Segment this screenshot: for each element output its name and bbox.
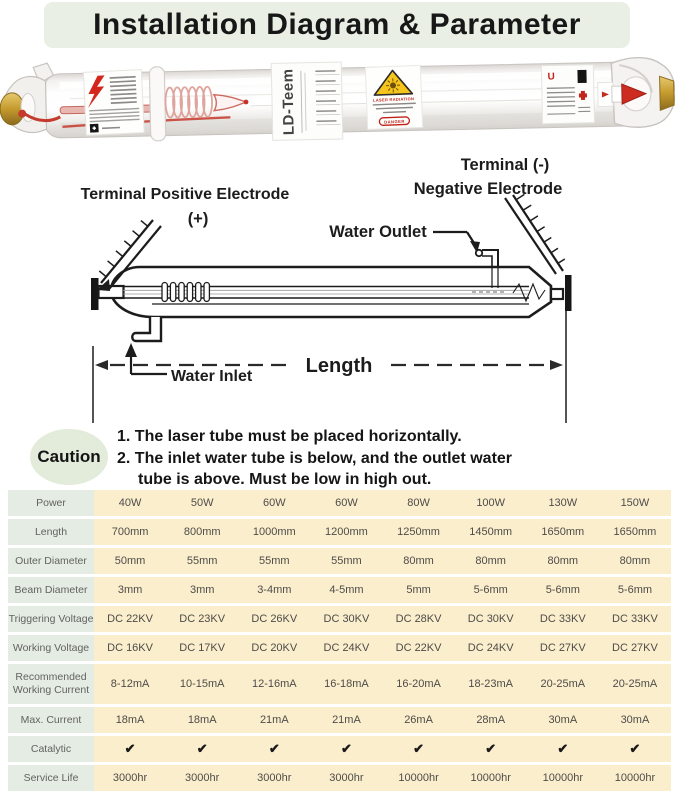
logo-mark: U xyxy=(547,71,555,83)
cell: 130W xyxy=(548,497,578,509)
checkmark-icon: ✔ xyxy=(413,741,425,756)
cell: 18-23mA xyxy=(468,678,513,690)
table-row-max-current xyxy=(8,707,671,733)
cell: 10000hr xyxy=(542,772,583,784)
right-terminal-block xyxy=(551,289,563,299)
table-row-outer-diameter xyxy=(8,548,671,574)
cell: 60W xyxy=(263,497,286,509)
cell: 16-20mA xyxy=(396,678,441,690)
cell: 80mm xyxy=(547,555,579,567)
arrow-up-icon xyxy=(125,343,137,357)
cell: 10000hr xyxy=(470,772,511,784)
cell: 3mm xyxy=(117,584,143,596)
svg-text:DANGER: DANGER xyxy=(384,118,405,125)
table-row-recommended-current xyxy=(8,664,671,704)
cell: 20-25mA xyxy=(612,678,658,690)
row-label: Beam Diameter xyxy=(8,577,94,603)
row-label: Triggering Voltage xyxy=(8,606,94,632)
cell: 5-6mm xyxy=(617,584,653,596)
terminal-positive-label: Terminal Positive Electrode xyxy=(80,186,290,203)
cell: 80mm xyxy=(619,555,651,567)
cell: 5mm xyxy=(406,584,431,596)
water-outlet-pipe xyxy=(476,250,498,288)
row-label: Max. Current xyxy=(8,707,94,733)
cell: 28mA xyxy=(476,714,506,726)
cell: 21mA xyxy=(259,714,289,726)
table-row-power xyxy=(8,490,671,516)
row-label: Outer Diameter xyxy=(8,548,94,574)
title-banner xyxy=(44,2,630,48)
water-inlet-label: Water Inlet xyxy=(171,368,253,385)
cell: DC 22KV xyxy=(107,613,153,625)
cell: 1200mm xyxy=(325,526,368,538)
cell: 55mm xyxy=(259,555,290,567)
water-outlet-leader xyxy=(433,232,480,253)
length-label: Length xyxy=(305,355,373,377)
warning-title: LASER RADIATION xyxy=(372,96,415,103)
row-label: Length xyxy=(8,519,94,545)
cell: 30mA xyxy=(548,714,578,726)
cell: 80mm xyxy=(403,555,434,567)
checkmark-icon: ✔ xyxy=(629,741,641,756)
cell: 55mm xyxy=(331,555,362,567)
cell: DC 28KV xyxy=(395,613,442,625)
brand-text: LD-Teem xyxy=(279,68,298,136)
left-terminal-bar xyxy=(91,278,99,310)
table-row-beam-diameter xyxy=(8,577,671,603)
cell: 30mA xyxy=(620,714,650,726)
row-label: Service Life xyxy=(8,765,94,791)
cell: 3000hr xyxy=(112,772,148,784)
table-row-working-voltage xyxy=(8,635,671,661)
warning-label xyxy=(365,65,422,129)
tube-outline xyxy=(111,267,551,317)
cell: 1650mm xyxy=(613,526,657,538)
laser-tube-photo xyxy=(0,55,679,145)
cell: 700mm xyxy=(111,526,149,538)
cell: DC 26KV xyxy=(251,613,298,625)
cell: 10000hr xyxy=(614,772,656,784)
cell: 1250mm xyxy=(397,526,440,538)
cell: 12-16mA xyxy=(251,678,297,690)
cell: 80W xyxy=(407,497,430,509)
cell: 4-5mm xyxy=(329,584,364,596)
checkmark-icon: ✔ xyxy=(268,741,280,756)
right-spec-label xyxy=(541,65,594,124)
cell: DC 20KV xyxy=(251,642,298,654)
checkmark-icon: ✔ xyxy=(124,741,136,756)
table-row-length xyxy=(8,519,671,545)
cell: DC 33KV xyxy=(612,613,658,625)
table-row-service-life xyxy=(8,765,671,791)
checkmark-icon: ✔ xyxy=(340,741,352,756)
cell: 800mm xyxy=(183,526,221,538)
black-tag-icon xyxy=(577,70,586,83)
negative-wire xyxy=(505,194,565,274)
cell: DC 24KV xyxy=(323,642,370,654)
cell: DC 24KV xyxy=(467,642,514,654)
row-label: Catalytic xyxy=(8,736,94,762)
cell: DC 27KV xyxy=(612,642,658,654)
cell: 5-6mm xyxy=(473,584,508,596)
page-title: Installation Diagram & Parameter xyxy=(93,8,581,41)
checkmark-icon: ✔ xyxy=(485,741,497,756)
cell: 8-12mA xyxy=(110,678,150,690)
cell: DC 23KV xyxy=(179,613,226,625)
cell: 150W xyxy=(620,497,650,509)
cell: 40W xyxy=(118,497,142,509)
cell: DC 17KV xyxy=(179,642,226,654)
table-row-triggering-voltage xyxy=(8,606,671,632)
cell: DC 30KV xyxy=(467,613,514,625)
cell: 18mA xyxy=(115,714,145,726)
cell: 21mA xyxy=(332,714,361,726)
cell: 10000hr xyxy=(398,772,439,784)
arrow-left-icon xyxy=(95,360,108,370)
brand-label xyxy=(271,62,343,140)
cell: DC 27KV xyxy=(539,642,586,654)
cell: DC 33KV xyxy=(539,613,586,625)
laser-tube xyxy=(0,55,675,145)
checkmark-icon: ✔ xyxy=(557,741,569,756)
cell: 3000hr xyxy=(185,772,220,784)
caution-note-1: 1. The laser tube must be placed horizontally. xyxy=(117,428,462,445)
cell: 1650mm xyxy=(541,526,585,538)
cell: 50W xyxy=(190,497,214,509)
right-terminal-bar xyxy=(565,275,572,311)
cell: 3000hr xyxy=(257,772,292,784)
terminal-negative-label: Terminal (-) xyxy=(460,156,550,174)
cell: 26mA xyxy=(404,714,433,726)
caution-badge: Caution xyxy=(30,429,108,485)
caution-note-2: 2. The inlet water tube is below, and the outlet water xyxy=(117,449,513,467)
row-label: Recommended Working Current xyxy=(8,664,94,704)
cell: DC 22KV xyxy=(395,642,442,654)
checkmark-icon: ✔ xyxy=(196,741,208,756)
installation-diagram xyxy=(0,143,679,425)
cell: DC 16KV xyxy=(107,642,153,654)
arrow-right-icon xyxy=(550,360,563,370)
cell: 55mm xyxy=(186,555,218,567)
caution-notes xyxy=(117,426,657,491)
cell: 18mA xyxy=(187,714,217,726)
water-inlet-pipe xyxy=(132,317,161,341)
cell: 3-4mm xyxy=(257,584,292,596)
spec-label-left xyxy=(83,70,144,136)
caution-note-2b: tube is above. Must be low in high out. xyxy=(138,471,432,488)
cell: 3000hr xyxy=(329,772,364,784)
positive-sign-label: (+) xyxy=(187,210,209,228)
cell: 1000mm xyxy=(252,526,296,538)
cell: 50mm xyxy=(114,555,146,567)
cell: 20-25mA xyxy=(540,678,586,690)
glass-collar-ring xyxy=(149,67,166,141)
positive-wire xyxy=(97,220,161,291)
cell: 16-18mA xyxy=(324,678,369,690)
cell: 80mm xyxy=(475,555,506,567)
water-inlet-leader xyxy=(125,343,167,374)
cell: DC 30KV xyxy=(323,613,370,625)
cell: 1450mm xyxy=(469,526,513,538)
cell: 3mm xyxy=(189,584,215,596)
negative-electrode-label: Negative Electrode xyxy=(413,180,563,198)
cell: 10-15mA xyxy=(179,678,225,690)
gold-terminal xyxy=(660,76,675,110)
row-label: Power xyxy=(8,490,94,516)
table-row-catalytic xyxy=(8,736,671,762)
water-outlet-label: Water Outlet xyxy=(329,223,427,241)
parameter-table xyxy=(8,490,671,792)
cell: 60W xyxy=(335,497,358,509)
row-label: Working Voltage xyxy=(8,635,94,661)
cell: 5-6mm xyxy=(545,584,580,596)
cell: 100W xyxy=(476,497,506,509)
